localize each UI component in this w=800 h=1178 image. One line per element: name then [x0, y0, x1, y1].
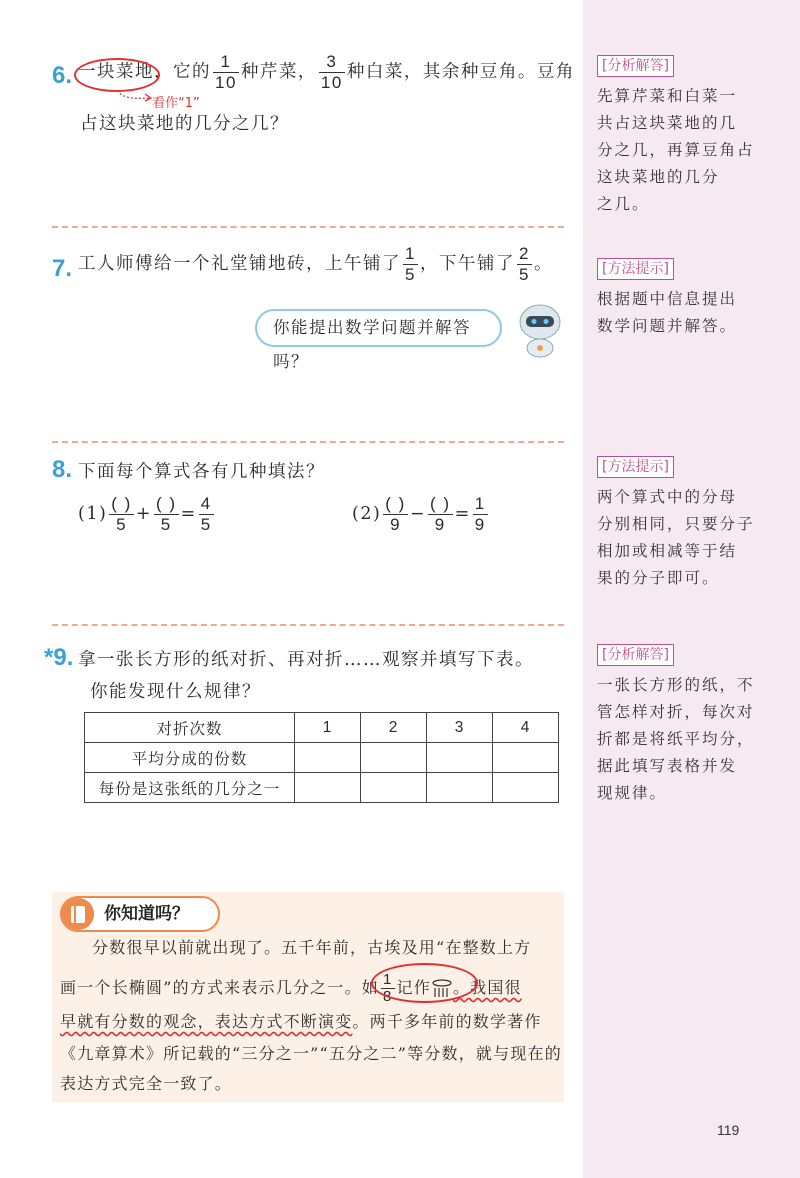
- equation-1: (1) $\frac{( )}{5}$ + $\frac{( )}{5}$ = $\frac{4}{5}$: [78, 494, 212, 534]
- folding-table: [84, 712, 559, 803]
- blank-cell[interactable]: [493, 743, 559, 773]
- divider: [52, 624, 564, 626]
- blank-cell[interactable]: [493, 773, 559, 803]
- know-line-4: 《九章算术》所记载的“三分之一”“五分之二”等分数，就与现在的: [60, 1044, 562, 1063]
- blank-cell[interactable]: [361, 743, 427, 773]
- equation-2: (2) $\frac{( )}{9}$ − $\frac{( )}{9}$ = $\frac{1}{9}$: [352, 494, 486, 534]
- question-6-line1: 一块菜地，它的 $\frac{1}{10}$ 种芹菜， $\frac{3}{10}$ 种白菜，其余种豆角。豆角: [78, 52, 575, 92]
- fraction: $\frac{1}{10}$: [215, 52, 237, 92]
- red-circle-annotation: [74, 58, 160, 92]
- question-8-number: 8.: [52, 456, 73, 483]
- side-tag: [方法提示]: [597, 456, 674, 478]
- fraction: $\frac{1}{5}$: [405, 244, 416, 284]
- divider: [52, 226, 564, 228]
- blank-cell[interactable]: [295, 743, 361, 773]
- fraction: $\frac{1}{9}$: [474, 494, 486, 534]
- book-icon: [62, 898, 94, 930]
- divider: [52, 441, 564, 443]
- fraction: $\frac{2}{5}$: [518, 244, 530, 284]
- question-6-number: 6.: [52, 62, 73, 89]
- table-row: 每份是这张纸的几分之一: [85, 773, 559, 803]
- fraction-blank: $\frac{( )}{5}$: [156, 494, 177, 534]
- annotation-note: 看作“1”: [152, 96, 200, 111]
- know-line-5: 表达方式完全一致了。: [60, 1074, 233, 1093]
- fraction: $\frac{1}{8}$: [382, 971, 393, 1005]
- question-9-line1: 拿一张长方形的纸对折、再对折……观察并填写下表。: [78, 650, 534, 670]
- robot-icon: [515, 300, 565, 360]
- side-tag: [分析解答]: [597, 55, 674, 77]
- side-text: 两个算式中的分母 分别相同，只要分子 相加或相减等于结 果的分子即可。: [597, 488, 755, 587]
- speech-bubble: 你能提出数学问题并解答吗？: [255, 309, 502, 347]
- side-tag: [分析解答]: [597, 644, 674, 666]
- blank-cell[interactable]: [427, 773, 493, 803]
- know-line-1: 分数很早以前就出现了。五千年前，古埃及用“在整数上方: [92, 938, 532, 957]
- annotation-arrow-icon: [112, 88, 154, 104]
- side-text: 先算芹菜和白菜一 共占这块菜地的几 分之几，再算豆角占 这块菜地的几分 之几。: [597, 87, 755, 213]
- question-7-line1: 工人师傅给一个礼堂铺地砖，上午铺了 $\frac{1}{5}$ ，下午铺了 $\frac{2}{5}$ 。: [78, 244, 553, 284]
- question-9-line2: 你能发现什么规律？: [90, 682, 261, 702]
- side-note-q8: [597, 456, 772, 592]
- side-tag: [方法提示]: [597, 258, 674, 280]
- blank-cell[interactable]: [361, 773, 427, 803]
- table-row: 平均分成的份数: [85, 743, 559, 773]
- fraction: $\frac{4}{5}$: [200, 494, 212, 534]
- blank-cell[interactable]: [295, 773, 361, 803]
- fraction: $\frac{3}{10}$: [320, 52, 343, 92]
- red-circle-annotation: [371, 963, 478, 1003]
- know-line-2: 画一个长椭圆”的方式来表示几分之一。如 $\frac{1}{8}$ 记作 。我国很: [60, 971, 522, 1005]
- table-row: 对折次数 1 2 3 4: [85, 713, 559, 743]
- know-line-3: 早就有分数的观念，表达方式不断演变。两千多年前的数学著作: [60, 1012, 542, 1031]
- side-note-q7: [597, 258, 772, 340]
- fraction-blank: $\frac{( )}{9}$: [430, 494, 451, 534]
- side-text: 一张长方形的纸，不 管怎样对折，每次对 折都是将纸平均分， 据此填写表格并发 现规律。: [597, 676, 755, 802]
- page-number: 119: [717, 1122, 740, 1138]
- blank-cell[interactable]: [427, 743, 493, 773]
- circled-phrase: 一块菜地: [78, 62, 154, 82]
- question-9-number: *9.: [44, 644, 74, 671]
- question-8-text: 下面每个算式各有几种填法？: [78, 462, 325, 482]
- question-6-line2: 占这块菜地的几分之几？: [80, 114, 289, 134]
- fraction-blank: $\frac{( )}{5}$: [111, 494, 132, 534]
- side-note-q9: [597, 644, 772, 807]
- question-7-number: 7.: [52, 255, 73, 282]
- fraction-blank: $\frac{( )}{9}$: [385, 494, 406, 534]
- side-note-q6: [597, 55, 772, 218]
- did-you-know-title: 你知道吗？: [60, 896, 220, 932]
- side-text: 根据题中信息提出 数学问题并解答。: [597, 290, 738, 335]
